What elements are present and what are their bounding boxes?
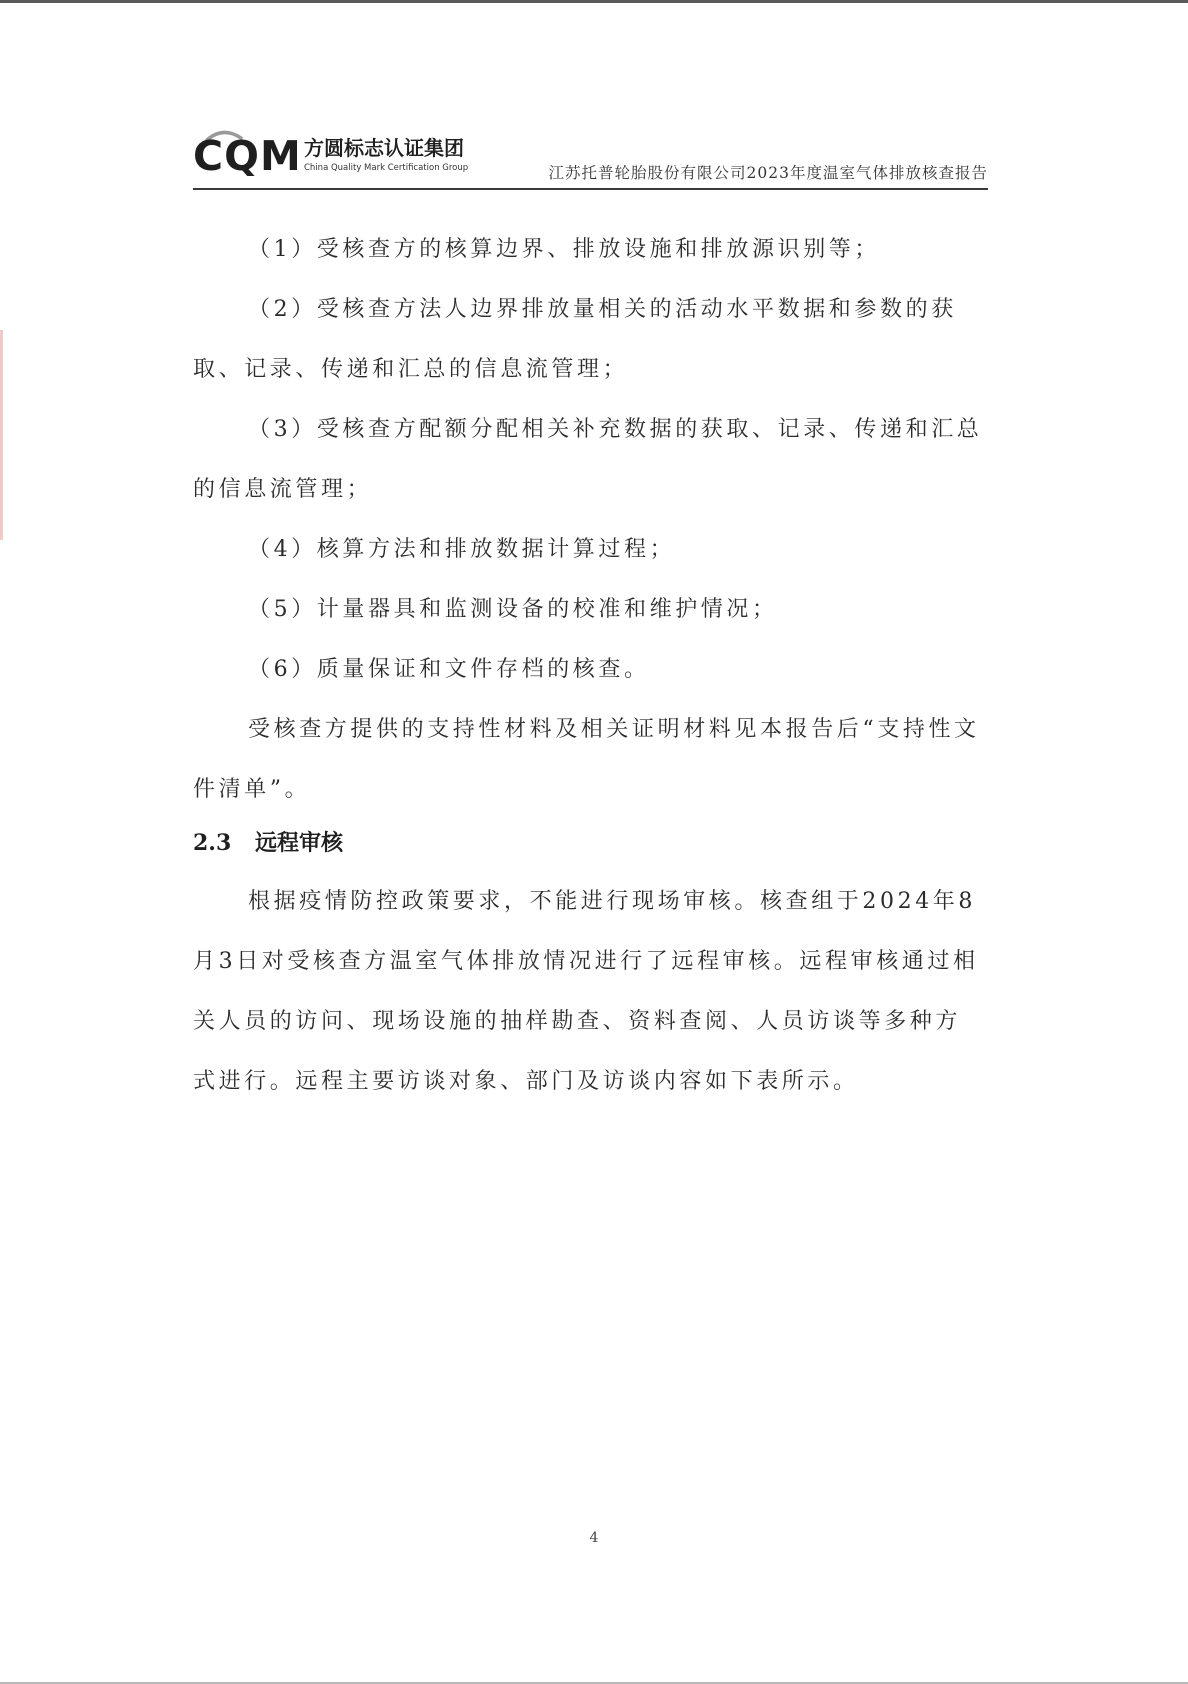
section-title: 远程审核 [255, 831, 344, 856]
cqm-logo [193, 128, 489, 184]
section-number: 2.3 [193, 830, 232, 856]
section-heading [193, 820, 983, 872]
page-content [193, 220, 983, 1112]
page-header [193, 128, 988, 190]
list-item-1: （1）受核查方的核算边界、排放设施和排放源识别等； [248, 237, 880, 262]
page-number: 4 [589, 1530, 599, 1546]
list-item-5: （5）计量器具和监测设备的校准和维护情况； [248, 597, 778, 622]
header-divider [193, 188, 988, 190]
list-item-3: （3）受核查方配额分配相关补充数据的获取、记录、传递和汇总的信息流管理； [193, 417, 983, 502]
scan-binding-mark [0, 330, 3, 540]
supporting-note: 受核查方提供的支持性材料及相关证明材料见本报告后“支持性文件清单”。 [193, 717, 980, 802]
logo-english-name: China Quality Mark Certification Group [304, 163, 469, 173]
list-item-6: （6）质量保证和文件存档的核查。 [248, 657, 650, 682]
logo-mark-text: CQM [193, 132, 302, 180]
section-paragraph: 根据疫情防控政策要求，不能进行现场审核。核查组于2024年8月3日对受核查方温室气体排放情况进行了远程审核。远程审核通过相关人员的访问、现场设施的抽样勘查、资料查阅、人员访谈等多种方式进行。远程主要访谈对象、部门及访谈内容如下表所示。 [193, 889, 979, 1094]
scan-top-edge [0, 0, 1188, 3]
list-item-2: （2）受核查方法人边界排放量相关的活动水平数据和参数的获取、记录、传递和汇总的信息流管理； [193, 297, 957, 382]
list-item-4: （4）核算方法和排放数据计算过程； [248, 537, 676, 562]
logo-chinese-name: 方圆标志认证集团 [304, 136, 464, 160]
report-title: 江苏托普轮胎股份有限公司2023年度温室气体排放核查报告 [548, 164, 988, 182]
